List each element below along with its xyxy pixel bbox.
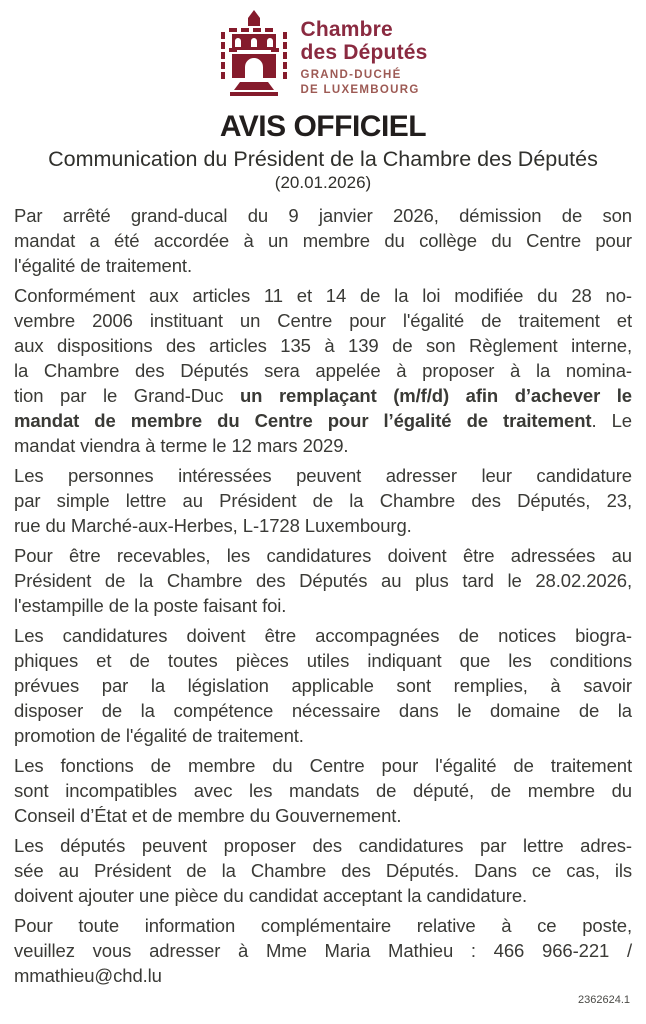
text-line: mandat a été accordée à un membre du collège du Centre pour [14,230,632,251]
notice-subtitle: Communication du Président de la Chambre des Députés [48,147,598,171]
notice-title: AVIS OFFICIEL [219,110,427,143]
text-line: Les personnes intéressées peuvent adresser leur candidature [14,465,632,486]
text-line: phiques et de toutes pièces utiles indiquant que les conditions [14,650,632,671]
paragraph [14,753,632,828]
text-line: mmathieu@chd.lu [14,965,162,986]
text-line: promotion de l'égalité de traitement. [14,725,304,746]
text-line: mandat viendra à terme le 12 mars 2029. [14,435,349,456]
paragraph [14,623,632,748]
text-line: Pour toute information complémentaire relative à ce poste, [14,915,632,936]
document-body [14,203,632,988]
text-line: Pour être recevables, les candidatures doivent être adressées au [14,545,632,566]
text-line: l'estampille de la poste faisant foi. [14,595,287,616]
text-line: doivent ajouter une pièce du candidat acceptant la candidature. [14,885,528,906]
text-line: mandat de membre du Centre pour l’égalité de traitement. Le [14,410,632,431]
logo-country-line1: GRAND-DUCHÉ [300,69,402,81]
logo-text [300,10,427,98]
paragraph [14,833,632,908]
paragraph [14,913,632,988]
paragraph [14,543,632,618]
logo-block [0,0,646,104]
text-line: prévues par la législation applicable sont remplies, à savoir [14,675,632,696]
text-line: disposer de la compétence nécessaire dans le domaine de la [14,700,632,721]
paragraph [14,283,632,458]
title-block [0,110,646,193]
text-line: Conformément aux articles 11 et 14 de la loi modifiée du 28 no- [14,285,632,306]
text-line: Les candidatures doivent être accompagnées de notices biogra- [14,625,632,646]
text-line: Les députés peuvent proposer des candidatures par lettre adres- [14,835,632,856]
text-line: vembre 2006 instituant un Centre pour l'égalité de traitement et [14,310,632,331]
text-line: la Chambre des Députés sera appelée à proposer à la nomina- [14,360,632,381]
text-line: Président de la Chambre des Députés au plus tard le 28.02.2026, [14,570,632,591]
text-line: l'égalité de traitement. [14,255,193,276]
text-line: aux dispositions des articles 135 à 139 de son Règlement interne, [14,335,632,356]
logo-country [300,68,427,98]
logo-country-line2: DE LUXEMBOURG [300,84,420,96]
document-reference-number: 2362624.1 [578,994,630,1006]
paragraph [14,463,632,538]
text-line: Conseil d’État et de membre du Gouvernement. [14,805,402,826]
text-line: sée au Président de la Chambre des Députés. Dans ce cas, ils [14,860,632,881]
logo-org-line2: des Députés [300,41,428,64]
text-line: sont incompatibles avec les mandats de député, de membre du [14,780,632,801]
text-line: Les fonctions de membre du Centre pour l'égalité de traitement [14,755,632,776]
text-line: veuillez vous adresser à Mme Maria Mathieu : 466 966-221 / [14,940,632,961]
text-line: par simple lettre au Président de la Chambre des Députés, 23, [14,490,632,511]
notice-date: (20.01.2026) [274,173,372,192]
text-line: rue du Marché-aux-Herbes, L-1728 Luxembourg. [14,515,412,536]
logo-org-name [300,18,427,64]
text-line: Par arrêté grand-ducal du 9 janvier 2026, démission de son [14,205,632,226]
logo-org-line1: Chambre [300,18,393,41]
paragraph [14,203,632,278]
parliament-building-icon [218,10,290,98]
text-line: tion par le Grand-Duc un remplaçant (m/f/d) afin d’achever le [14,385,632,406]
